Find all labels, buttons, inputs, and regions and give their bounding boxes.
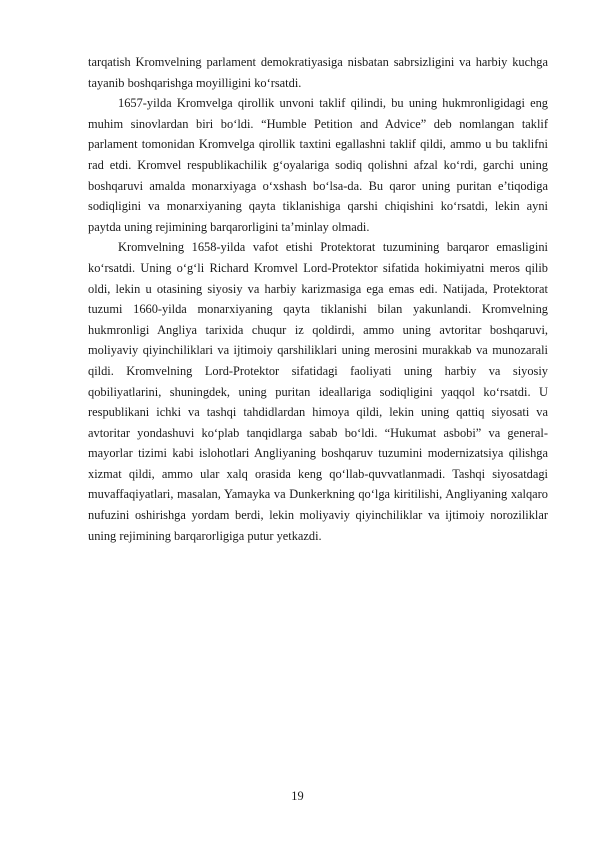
paragraph-continuation: tarqatish Kromvelning parlament demokratiyasiga nisbatan sabrsizligini va harbiy kuchga tayanib boshqarishga moyilligini ko‘rsatdi. bbox=[88, 55, 548, 90]
page-number: 19 bbox=[291, 789, 304, 803]
page-body bbox=[88, 52, 548, 546]
paragraph-royal-title-offer: 1657-yilda Kromvelga qirollik unvoni taklif qilindi, bu uning hukmronligidagi eng muhim sinovlardan biri bo‘ldi. “Humble Petition and Advice” deb nomlangan taklif parlament tomonidan Kromvelga qirollik taxtini egallashni taklif qildi, ammo u bu taklifni rad etdi. Kromvel respublikachilik g‘oyalariga sodiq qolishni afzal ko‘rdi, garchi uning boshqaruvi amalda monarxiyaga o‘xshash bo‘lsa-da. Bu qaror uning puritan e’tiqodiga sodiqligini va monarxiyaning qayta tiklanishiga qarshi chiqishini ko‘rsatdi, lekin ayni paytda uning rejimining barqarorligini ta’minlay olmadi. bbox=[88, 96, 548, 234]
paragraph-cromwell-death: Kromvelning 1658-yilda vafot etishi Protektorat tuzumining barqaror emasligini ko‘rsatdi. Uning o‘g‘li Richard Kromvel Lord-Protektor sifatida hokimiyatni meros qilib oldi, lekin u otasining siyosiy va harbiy karizmasiga ega emas edi. Natijada, Protektorat tuzumi 1660-yilda monarxiyaning qayta tiklanishi bilan yakunlandi. Kromvelning hukmronligi Angliya tarixida chuqur iz qoldirdi, ammo uning avtoritar boshqaruvi, moliyaviy qiyinchiliklari va ijtimoiy qarshiliklari uning merosini murakkab va munozarali qildi. Kromvelning Lord-Protektor sifatidagi faoliyati uning harbiy va siyosiy qobiliyatlarini, shuningdek, uning puritan ideallariga sodiqligini yaqqol ko‘rsatdi. U respublikani ichki va tashqi tahdidlardan himoya qildi, lekin uning qattiq siyosati va avtoritar yondashuvi ko‘plab tanqidlarga sabab bo‘ldi. “Hukumat asbobi” va general-mayorlar tizimi kabi islohotlari Angliyaning boshqaruv tuzumini modernizatsiya qilishga xizmat qildi, ammo ular xalq orasida keng qo‘llab-quvvatlanmadi. Tashqi siyosatdagi muvaffaqiyatlari, masalan, Yamayka va Dunkerkning qo‘lga kiritilishi, Angliyaning xalqaro nufuzini oshirishga yordam berdi, lekin moliyaviy qiyinchiliklar va ijtimoiy noroziliklar uning rejimining barqarorligiga putur yetkazdi. bbox=[88, 240, 548, 543]
